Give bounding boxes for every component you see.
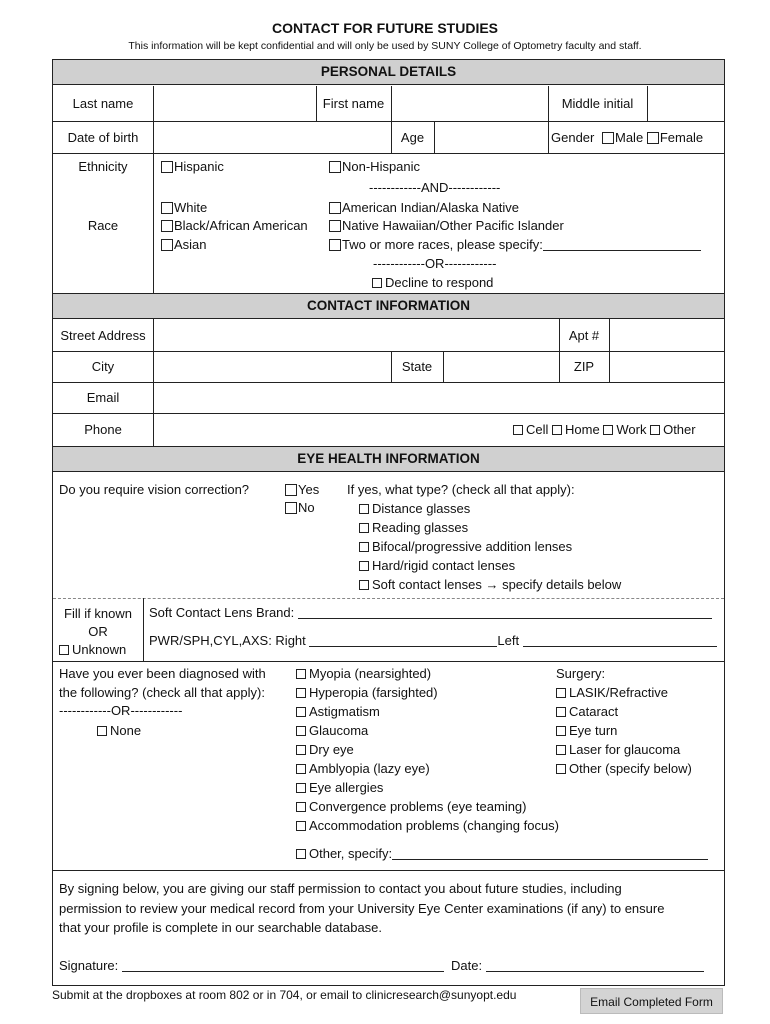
unknown-label: Unknown (72, 642, 127, 657)
type-label-4: Hard/rigid contact lenses (372, 558, 516, 573)
type-checkbox-4[interactable] (359, 561, 369, 571)
or-separator: ------------OR------------ (373, 256, 497, 271)
street-field[interactable] (154, 320, 558, 350)
condition-label-5: Dry eye (309, 742, 354, 757)
race-white-checkbox[interactable] (161, 202, 173, 214)
type-label-2: Reading glasses (372, 520, 469, 535)
phone-cell-label: Cell (526, 422, 549, 437)
condition-checkbox-2[interactable] (296, 688, 306, 698)
diagnosed-or-line: ------------OR------------ (59, 703, 183, 718)
race-black-option (161, 218, 308, 234)
surgery-checkbox-4[interactable] (556, 745, 566, 755)
consent-line2: permission to review your medical record from your University Eye Center examinations (if any) to ensure (59, 901, 665, 916)
date-field[interactable] (486, 959, 704, 972)
surgery-option-1 (556, 685, 668, 701)
gender-male-label: Male (615, 130, 644, 145)
consent-line1: By signing below, you are giving our staff permission to contact you about future studies, including (59, 881, 622, 896)
condition-option-4 (296, 723, 368, 739)
vision-question: Do you require vision correction? (59, 482, 250, 497)
other-specify-option (296, 846, 708, 862)
race-asian-label: Asian (174, 237, 207, 252)
other-specify-field[interactable] (392, 847, 708, 860)
form-subtitle: This information will be kept confidential and will only be used by SUNY College of Optometry faculty and staff. (128, 40, 642, 52)
condition-checkbox-8[interactable] (296, 802, 306, 812)
city-field[interactable] (154, 352, 390, 381)
last-name-label: Last name (72, 96, 134, 111)
condition-label-8: Convergence problems (eye teaming) (309, 799, 527, 814)
form-title: CONTACT FOR FUTURE STUDIES (271, 20, 499, 36)
signature-field[interactable] (122, 959, 444, 972)
surgery-label-4: Laser for glaucoma (569, 742, 681, 757)
diagnosed-question-line2: the following? (check all that apply): (59, 685, 265, 700)
condition-checkbox-6[interactable] (296, 764, 306, 774)
none-checkbox[interactable] (97, 726, 107, 736)
condition-checkbox-5[interactable] (296, 745, 306, 755)
gender-male-checkbox[interactable] (602, 132, 614, 144)
surgery-option-5 (556, 761, 692, 777)
type-label-3: Bifocal/progressive addition lenses (372, 539, 573, 554)
condition-option-5 (296, 742, 354, 758)
type-label-1: Distance glasses (372, 501, 471, 516)
fill-if-known-label: Fill if known (64, 606, 132, 621)
type-option-2 (359, 520, 468, 536)
surgery-checkbox-5[interactable] (556, 764, 566, 774)
dob-field[interactable] (154, 122, 390, 152)
race-native-american-label: American Indian/Alaska Native (342, 200, 520, 215)
first-name-field[interactable] (392, 87, 547, 120)
zip-field[interactable] (610, 352, 724, 381)
condition-checkbox-3[interactable] (296, 707, 306, 717)
race-two-more-label: Two or more races, please specify: (342, 237, 543, 252)
unknown-checkbox[interactable] (59, 645, 69, 655)
condition-checkbox-9[interactable] (296, 821, 306, 831)
type-checkbox-1[interactable] (359, 504, 369, 514)
email-completed-form-button[interactable]: Email Completed Form (580, 988, 723, 1014)
condition-option-6 (296, 761, 430, 777)
ethnicity-hispanic-option (161, 159, 224, 175)
race-label: Race (87, 218, 119, 233)
gender-female-label: Female (659, 130, 704, 145)
state-label: State (401, 359, 433, 374)
type-label-5: Soft contact lenses → specify details below (372, 577, 622, 592)
or-label: OR (88, 624, 108, 639)
other-specify-label: Other, specify: (309, 846, 393, 861)
surgery-label: Surgery: (556, 666, 606, 681)
condition-checkbox-1[interactable] (296, 669, 306, 679)
race-two-more-checkbox[interactable] (329, 239, 341, 251)
type-option-4 (359, 558, 515, 574)
phone-work-checkbox[interactable] (603, 425, 613, 435)
surgery-checkbox-1[interactable] (556, 688, 566, 698)
race-white-option (161, 200, 207, 216)
race-pacific-checkbox[interactable] (329, 220, 341, 232)
gender-label: Gender (551, 130, 595, 145)
ethnicity-label: Ethnicity (78, 159, 128, 174)
decline-option (372, 275, 493, 291)
personal-details-heading: PERSONAL DETAILS (53, 59, 724, 85)
vision-yes-label: Yes (298, 482, 320, 497)
surgery-checkbox-3[interactable] (556, 726, 566, 736)
age-label: Age (400, 130, 425, 145)
condition-checkbox-4[interactable] (296, 726, 306, 736)
race-native-american-option (329, 200, 519, 216)
race-asian-option (161, 237, 207, 253)
type-checkbox-2[interactable] (359, 523, 369, 533)
race-specify-field[interactable] (543, 238, 701, 251)
vision-no-checkbox[interactable] (285, 502, 297, 514)
condition-option-9 (296, 818, 559, 834)
ethnicity-non-hispanic-option (329, 159, 420, 175)
form-frame (52, 59, 725, 986)
race-asian-checkbox[interactable] (161, 239, 173, 251)
contact-information-heading: CONTACT INFORMATION (53, 293, 724, 319)
type-option-5 (359, 577, 621, 593)
pwr-right-field[interactable] (309, 634, 497, 647)
surgery-label-1: LASIK/Refractive (569, 685, 668, 700)
type-question: If yes, what type? (check all that apply): (347, 482, 575, 497)
middle-initial-field[interactable] (648, 87, 724, 120)
surgery-label-5: Other (specify below) (569, 761, 692, 776)
street-label: Street Address (60, 328, 146, 343)
pwr-left-label: Left (497, 633, 520, 648)
type-checkbox-5[interactable] (359, 580, 369, 590)
race-black-checkbox[interactable] (161, 220, 173, 232)
date-label: Date: (451, 958, 483, 973)
condition-option-8 (296, 799, 527, 815)
apt-field[interactable] (610, 320, 724, 350)
pwr-label: PWR/SPH,CYL,AXS: Right (149, 633, 306, 648)
gender-group (551, 130, 703, 146)
condition-label-2: Hyperopia (farsighted) (309, 685, 438, 700)
signature-row (59, 958, 444, 974)
brand-label: Soft Contact Lens Brand: (149, 605, 295, 620)
phone-home-checkbox[interactable] (552, 425, 562, 435)
phone-label: Phone (84, 422, 122, 437)
decline-checkbox[interactable] (372, 278, 382, 288)
pwr-left-field[interactable] (523, 634, 717, 647)
condition-label-4: Glaucoma (309, 723, 369, 738)
first-name-label: First name (322, 96, 385, 111)
none-option (97, 723, 141, 739)
ethnicity-non-hispanic-label: Non-Hispanic (342, 159, 421, 174)
age-field[interactable] (435, 122, 547, 152)
and-separator: ------------AND------------ (369, 180, 501, 195)
condition-label-9: Accommodation problems (changing focus) (309, 818, 560, 833)
phone-other-checkbox[interactable] (650, 425, 660, 435)
condition-option-3 (296, 704, 380, 720)
phone-type-group (513, 422, 696, 438)
diagnosed-question-line1: Have you ever been diagnosed with (59, 666, 266, 681)
phone-field[interactable] (154, 414, 504, 445)
unknown-option (59, 642, 126, 658)
race-black-label: Black/African American (174, 218, 308, 233)
race-pacific-option (329, 218, 564, 234)
date-row (451, 958, 704, 974)
apt-label: Apt # (568, 328, 600, 343)
condition-label-1: Myopia (nearsighted) (309, 666, 432, 681)
condition-label-6: Amblyopia (lazy eye) (309, 761, 430, 776)
condition-label-3: Astigmatism (309, 704, 380, 719)
ethnicity-hispanic-label: Hispanic (174, 159, 224, 174)
race-pacific-label: Native Hawaiian/Other Pacific Islander (342, 218, 564, 233)
email-label: Email (86, 390, 120, 405)
surgery-label-2: Cataract (569, 704, 619, 719)
type-option-3 (359, 539, 572, 555)
race-white-label: White (174, 200, 208, 215)
none-label: None (110, 723, 142, 738)
gender-female-checkbox[interactable] (647, 132, 659, 144)
decline-label: Decline to respond (385, 275, 494, 290)
vision-yes-option (285, 482, 319, 498)
race-native-american-checkbox[interactable] (329, 202, 341, 214)
city-label: City (91, 359, 115, 374)
email-field[interactable] (154, 383, 724, 412)
signature-label: Signature: (59, 958, 119, 973)
state-field[interactable] (444, 352, 558, 381)
condition-option-2 (296, 685, 438, 701)
vision-yes-checkbox[interactable] (285, 484, 297, 496)
condition-option-1 (296, 666, 431, 682)
condition-label-7: Eye allergies (309, 780, 384, 795)
phone-work-label: Work (616, 422, 647, 437)
eye-health-heading: EYE HEALTH INFORMATION (53, 446, 724, 472)
zip-label: ZIP (573, 359, 595, 374)
brand-row (149, 605, 712, 621)
vision-no-option (285, 500, 315, 516)
ethnicity-non-hispanic-checkbox[interactable] (329, 161, 341, 173)
phone-home-label: Home (565, 422, 600, 437)
surgery-checkbox-2[interactable] (556, 707, 566, 717)
middle-initial-label: Middle initial (561, 96, 634, 111)
type-checkbox-3[interactable] (359, 542, 369, 552)
surgery-option-2 (556, 704, 618, 720)
surgery-label-3: Eye turn (569, 723, 618, 738)
phone-other-label: Other (663, 422, 696, 437)
dob-label: Date of birth (67, 130, 139, 145)
condition-checkbox-7[interactable] (296, 783, 306, 793)
type-option-1 (359, 501, 470, 517)
other-specify-checkbox[interactable] (296, 849, 306, 859)
phone-cell-checkbox[interactable] (513, 425, 523, 435)
brand-field[interactable] (298, 606, 712, 619)
pwr-row (149, 633, 717, 649)
ethnicity-hispanic-checkbox[interactable] (161, 161, 173, 173)
consent-line3: that your profile is complete in our searchable database. (59, 920, 383, 935)
vision-no-label: No (298, 500, 315, 515)
condition-option-7 (296, 780, 383, 796)
last-name-field[interactable] (154, 87, 315, 120)
submit-instructions: Submit at the dropboxes at room 802 or in 704, or email to clinicresearch@sunyopt.edu (52, 988, 517, 1002)
surgery-option-4 (556, 742, 680, 758)
surgery-option-3 (556, 723, 617, 739)
race-two-more-option (329, 237, 701, 253)
